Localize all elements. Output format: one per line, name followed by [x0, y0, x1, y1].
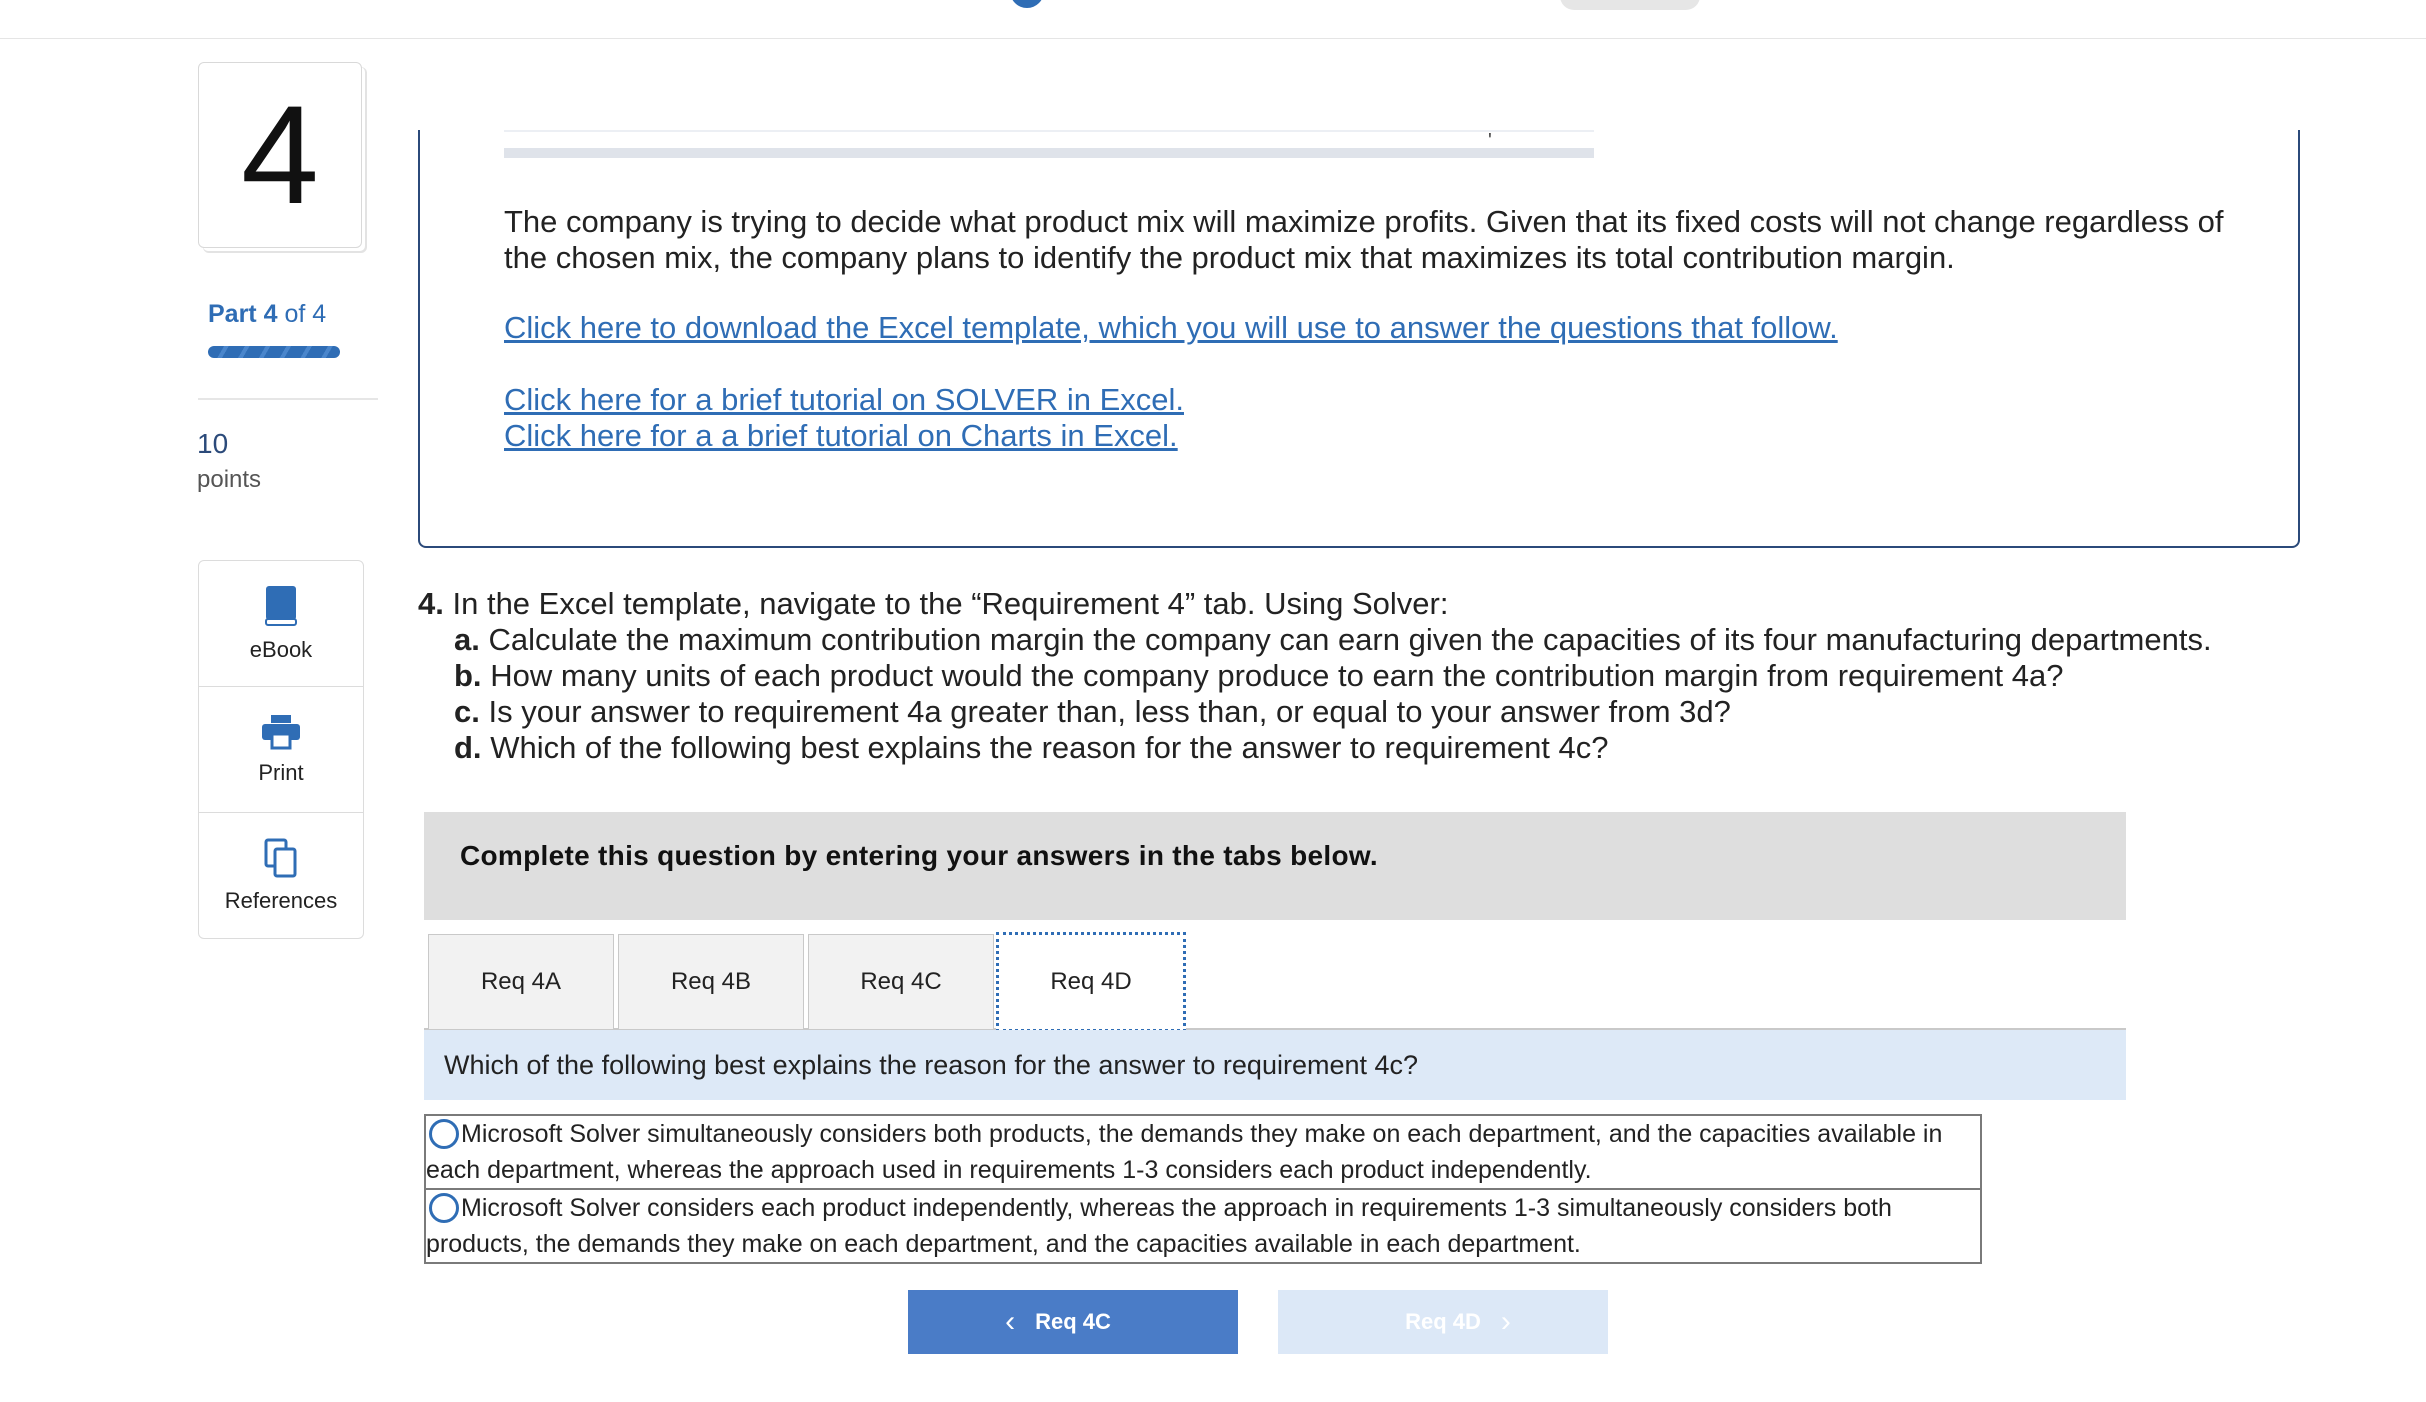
part-of: of 4 [284, 300, 327, 328]
top-indicator-dot [1010, 0, 1044, 8]
top-bar [0, 0, 2426, 39]
intro-paragraph: The company is trying to decide what product mix will maximize profits. Given that its fixed costs will not change regardless of the chosen mix, the company plans to identify the product mix that maximizes its total contribution margin. [504, 204, 2224, 275]
points-label: points [197, 466, 262, 493]
item-letter-a: a. [454, 622, 480, 657]
part-indicator [208, 300, 326, 329]
rail-divider [198, 398, 378, 400]
option-text: Microsoft Solver considers each product independently, whereas the approach in requirements 1-3 simultaneously considers both products, the demands they make on each department, and the capacities available in each department. [426, 1194, 1892, 1258]
intro-panel [418, 130, 2300, 548]
item-letter-d: d. [454, 730, 482, 765]
radio-button[interactable] [429, 1193, 459, 1223]
book-icon [264, 585, 298, 627]
part-current: 4 [263, 300, 278, 328]
item-text-d: Which of the following best explains the reason for the answer to requirement 4c? [490, 730, 1609, 765]
item-letter-c: c. [454, 694, 480, 729]
item-text-a: Calculate the maximum contribution margin the company can earn given the capacities of its four manufacturing departments. [488, 622, 2212, 657]
print-label: Print [258, 759, 304, 785]
prev-req-button[interactable] [908, 1290, 1238, 1354]
option-text: Microsoft Solver simultaneously considers both products, the demands they make on each department, and the capacities available in each department, whereas the approach used in requirements 1-3 considers each product independently. [426, 1120, 1943, 1184]
table-rule [504, 130, 1594, 132]
references-button[interactable] [199, 813, 363, 938]
excel-template-link[interactable]: Click here to download the Excel template, which you will use to answer the questions that follow. [504, 310, 1838, 345]
references-label: References [224, 887, 338, 913]
next-label: Req 4D [1405, 1309, 1481, 1334]
ebook-button[interactable] [199, 561, 363, 687]
next-req-button[interactable] [1278, 1290, 1608, 1354]
instructions-banner [424, 812, 2126, 920]
ebook-label: eBook [249, 636, 313, 662]
question-number: 4 [241, 76, 319, 233]
requirement-prompt [424, 1030, 2126, 1100]
top-pill[interactable] [1560, 0, 1700, 10]
print-button[interactable] [199, 687, 363, 813]
tab-req-4d[interactable]: Req 4D [996, 932, 1186, 1032]
question-num: 4. [418, 586, 444, 621]
question-lead: In the Excel template, navigate to the “Requirement 4” tab. Using Solver: [452, 586, 1449, 621]
instructions-text: Complete this question by entering your answers in the tabs below. [460, 840, 1379, 871]
prev-label: Req 4C [1035, 1309, 1111, 1334]
table-bottom-bar [504, 148, 1594, 158]
charts-tutorial-link[interactable]: Click here for a a brief tutorial on Charts in Excel. [504, 418, 1178, 453]
printer-icon [261, 714, 301, 750]
answer-option[interactable] [426, 1190, 1980, 1262]
table-tick: ' [1488, 130, 1492, 152]
prompt-text: Which of the following best explains the reason for the answer to requirement 4c? [444, 1050, 1419, 1080]
part-progress-bar [208, 346, 340, 358]
tools-panel [198, 560, 364, 939]
requirement-tabs [424, 932, 2126, 1030]
tab-req-4b[interactable]: Req 4B [618, 934, 804, 1029]
item-text-c: Is your answer to requirement 4a greater than, less than, or equal to your answer from 3d? [488, 694, 1731, 729]
points-value: 10 [197, 428, 229, 459]
question-text [418, 586, 2318, 766]
answer-option[interactable] [426, 1116, 1980, 1190]
item-letter-b: b. [454, 658, 482, 693]
copy-icon [263, 838, 299, 878]
chevron-left-icon: ‹ [1005, 1305, 1016, 1338]
tab-req-4a[interactable]: Req 4A [428, 934, 614, 1029]
answer-options [424, 1114, 1982, 1264]
chevron-right-icon: › [1500, 1305, 1511, 1338]
item-text-b: How many units of each product would the company produce to earn the contribution margin from requirement 4a? [490, 658, 2064, 693]
radio-button[interactable] [429, 1119, 459, 1149]
question-number-card [198, 62, 362, 248]
tab-req-4c[interactable]: Req 4C [808, 934, 994, 1029]
solver-tutorial-link[interactable]: Click here for a brief tutorial on SOLVER in Excel. [504, 382, 1184, 417]
part-prefix: Part [208, 300, 257, 328]
